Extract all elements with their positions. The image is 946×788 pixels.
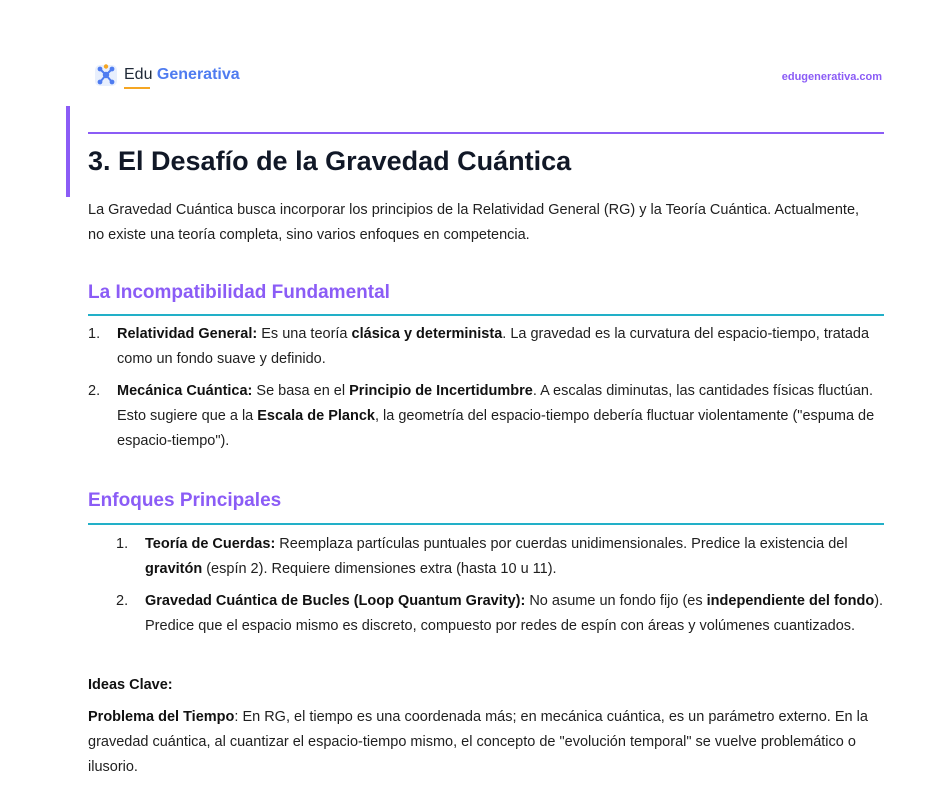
incompatibility-list: [88, 322, 887, 461]
bold-term: gravitón: [145, 561, 203, 577]
list-text: Es una teoría: [257, 326, 352, 342]
bold-term: clásica y determinista: [351, 326, 503, 342]
bold-term: Escala de Planck: [257, 408, 375, 424]
list-number: 1.: [116, 536, 129, 552]
page-title: 3. El Desafío de la Gravedad Cuántica: [88, 146, 572, 176]
list-item: [116, 532, 887, 582]
section-accent-bar: [66, 106, 70, 197]
list-text: No asume un fondo fijo (es: [525, 593, 707, 609]
list-item: [88, 322, 887, 372]
bold-term: Teoría de Cuerdas:: [145, 536, 276, 552]
list-text: Se basa en el: [252, 383, 350, 399]
list-text: . La gravedad es la curvatura del espacio-tiempo, tratada como un fondo suave y definido.: [117, 326, 870, 367]
list-text: . A escalas diminutas, las cantidades físicas fluctúan. Esto sugiere que a la: [117, 383, 873, 424]
bold-term: Principio de Incertidumbre: [349, 383, 533, 399]
title-rule: [88, 132, 884, 134]
list-text: (espín 2). Requiere dimensiones extra (hasta 10 u 11).: [202, 561, 557, 577]
bold-term: Relatividad General:: [117, 326, 258, 342]
heading-incompatibility: La Incompatibilidad Fundamental: [88, 282, 390, 303]
brand-edu: Edu: [124, 66, 153, 83]
ideas-text: : En RG, el tiempo es una coordenada más; en mecánica cuántica, es un parámetro externo. En la gravedad cuántica, al cuantizar el espacio-tiempo mismo, el concepto de "evolución temporal" se vuelve problemático o ilusorio.: [88, 709, 868, 775]
list-number: 2.: [88, 383, 101, 399]
site-header: [94, 63, 240, 87]
ideas-label: Ideas Clave:: [88, 677, 173, 693]
list-item: [116, 589, 887, 639]
ideas-paragraph: [88, 705, 888, 780]
bold-term: Mecánica Cuántica:: [117, 383, 253, 399]
brand-logo[interactable]: [124, 66, 240, 84]
ideas-term: Problema del Tiempo: [88, 709, 235, 725]
heading-rule: [88, 523, 884, 525]
list-text: Reemplaza partículas puntuales por cuerdas unidimensionales. Predice la existencia del: [275, 536, 848, 552]
network-nodes-icon: [94, 63, 118, 87]
brand-generativa: Generativa: [156, 66, 240, 83]
intro-paragraph: La Gravedad Cuántica busca incorporar los principios de la Relatividad General (RG) y la Teoría Cuántica. Actualmente, no existe una teoría completa, sino varios enfoques en competencia.: [88, 202, 860, 243]
heading-rule: [88, 314, 884, 316]
list-number: 1.: [88, 326, 101, 342]
bold-term: Gravedad Cuántica de Bucles (Loop Quantum Gravity):: [145, 593, 526, 609]
list-number: 2.: [116, 593, 129, 609]
site-url[interactable]: edugenerativa.com: [781, 71, 882, 83]
list-text: , la geometría del espacio-tiempo debería fluctuar violentamente ("espuma de espacio-tiempo").: [117, 408, 875, 449]
brand-underline: [124, 87, 150, 89]
list-text: ). Predice que el espacio mismo es discreto, compuesto por redes de espín con áreas y volúmenes cuantizados.: [145, 593, 884, 634]
heading-approaches: Enfoques Principales: [88, 490, 282, 511]
bold-term: independiente del fondo: [706, 593, 875, 609]
approaches-list: [116, 532, 887, 646]
list-item: [88, 379, 887, 454]
